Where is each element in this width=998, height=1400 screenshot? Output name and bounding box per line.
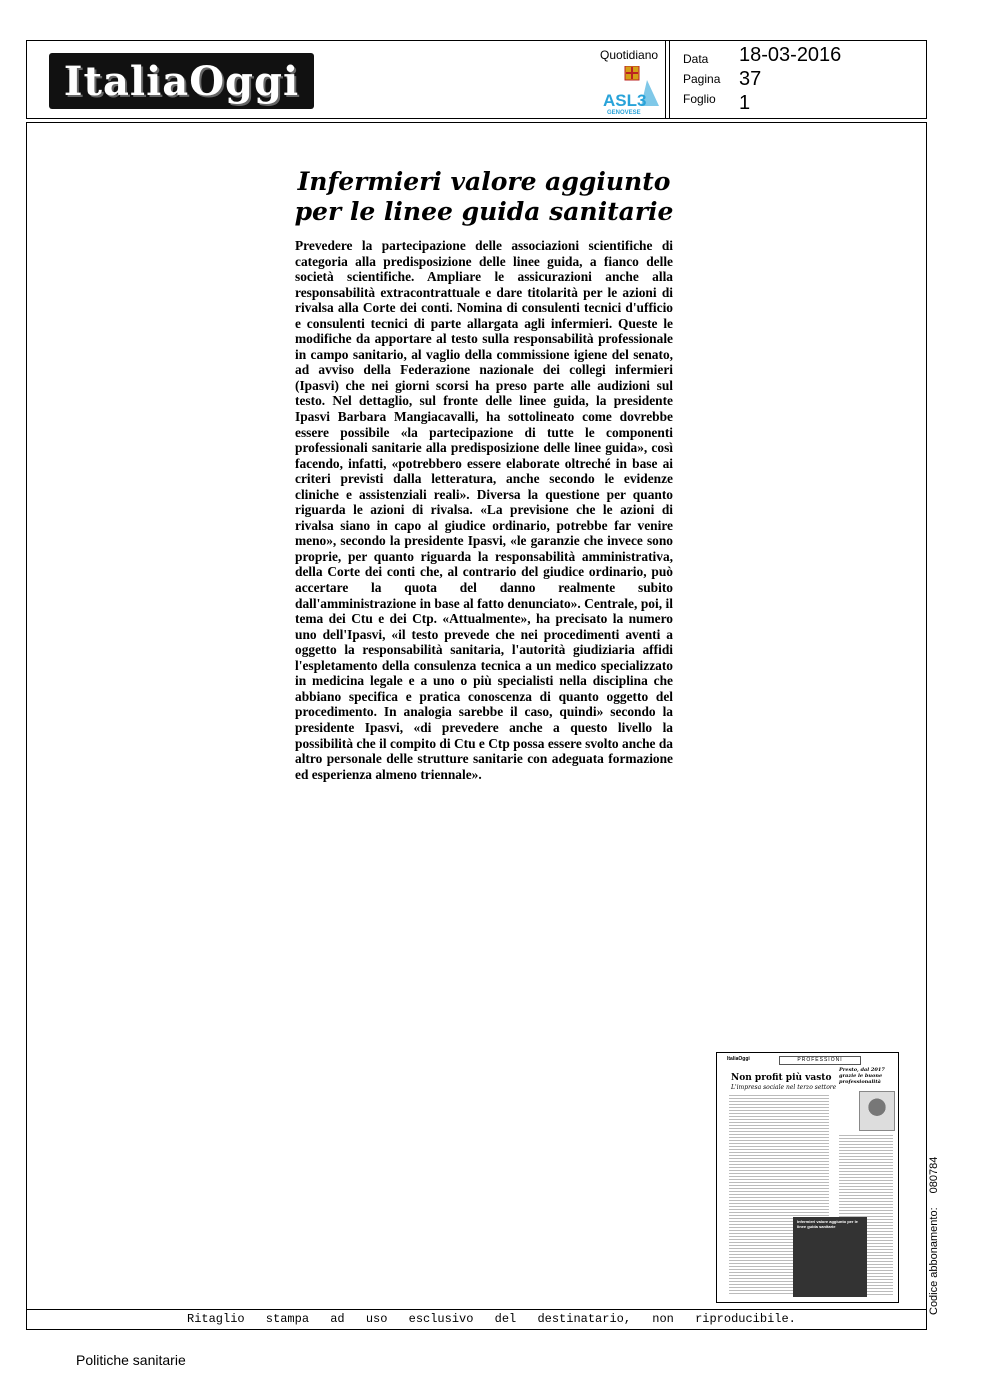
codice-label: Codice abbonamento: bbox=[928, 1207, 940, 1315]
thumbnail-photo bbox=[859, 1091, 895, 1131]
article-body: Prevedere la partecipazione delle associazioni scientifiche di categoria alla predisposizione delle linee guida, a fianco delle società scientifiche. Ampliare le assicurazioni anche alla responsabilità extracontrattuale e dare titolarità per le azioni di rivalsa alla Corte dei conti. Nomina di consulenti tecnici d'ufficio e consulenti tecnici di parte allargata agli infermieri. Queste le modifiche da apportare al testo sulla responsabilità professionale in campo sanitario, al vaglio della commissione igiene del senato, ad avviso della Federazione nazionale dei collegi infermieri (Ipasvi) che nei giorni scorsi ha preso parte alle audizioni sul testo. Nel dettaglio, sul fronte delle linee guida, la presidente Ipasvi Barbara Mangiacavalli, ha sottolineato come dovrebbe essere possibile «la partecipazione di tutte le componenti professionali sanitarie alla predisposizione delle linee guida», così facendo, infatti, «potrebbero essere elaborate oltreché in base ai criteri previsti dalla letteratura, anche secondo le evidenze cliniche e assistenziali reali». Diversa la questione per quanto riguarda le azioni di rivalsa. «La previsione che le azioni di rivalsa siano in capo al giudice ordinario, potrebbe far venire meno», secondo la presidente Ipasvi, «le garanzie che invece sono proprie, per quanto riguarda la responsabilità amministrativa, della Corte dei conti che, al contrario del giudice ordinario, può accertare la quota del danno realmente subito dall'amministrazione in base al fatto denunciato». Centrale, poi, il tema dei Ctu e dei Ctp. «Attualmente», ha precisato la numero uno dell'Ipasvi, «il testo prevede che nei procedimenti aventi a oggetto la responsabilità sanitaria, l'autorità giudiziaria affidi l'espletamento della consulenza tecnica a un medico specializzato in medicina legale e a uno o più specialisti nella disciplina che abbiano specifica e pratica conoscenza di quanto oggetto del procedimento. In analogia sarebbe il caso, quindi» secondo la presidente Ipasvi, «di prevedere anche a questo livello la possibilità che il compito di Ctu e Ctp possa essere svolto anche da altro personale delle strutture sanitarie con adeguata formazione ed esperienza almeno triennale». bbox=[295, 238, 673, 782]
footer-note: Ritaglio stampa ad uso esclusivo del destinatario, non riproducibile. bbox=[187, 1312, 796, 1326]
data-label: Data bbox=[683, 52, 709, 66]
footer-divider bbox=[27, 1309, 926, 1310]
codice-value: 080784 bbox=[928, 1156, 940, 1194]
article-title-line2: per le linee guida sanitarie bbox=[294, 197, 674, 226]
thumbnail-inset-title: Infermieri valore aggiunto per le linee guida sanitarie bbox=[797, 1219, 858, 1229]
thumbnail-logo: ItaliaOggi bbox=[727, 1056, 750, 1062]
asl-logo-icon bbox=[601, 66, 663, 116]
clipping-frame bbox=[26, 122, 927, 1330]
page-thumbnail bbox=[716, 1052, 899, 1303]
newspaper-logo bbox=[49, 53, 314, 109]
foglio-label: Foglio bbox=[683, 92, 716, 106]
pagina-value: 37 bbox=[739, 68, 762, 90]
article-title-line1: Infermieri valore aggiunto bbox=[297, 167, 671, 196]
asl-text: ASL3 bbox=[603, 91, 647, 110]
meta-values bbox=[739, 43, 841, 115]
quotidiano-label: Quotidiano bbox=[600, 48, 659, 62]
logo-text: ItaliaOggi bbox=[63, 57, 300, 105]
header-frame bbox=[26, 40, 927, 119]
thumbnail-subtitle: L'impresa sociale nel terzo settore bbox=[731, 1084, 837, 1091]
asl-subtext: GENOVESE bbox=[607, 110, 641, 116]
thumbnail-article-inset bbox=[793, 1217, 867, 1297]
codice-abbonamento bbox=[928, 1157, 940, 1315]
category-label: Politiche sanitarie bbox=[76, 1352, 186, 1368]
thumbnail-title: Non profit più vasto bbox=[731, 1073, 832, 1083]
foglio-value: 1 bbox=[739, 92, 751, 114]
data-value: 18-03-2016 bbox=[739, 44, 842, 66]
meta-labels bbox=[683, 49, 720, 109]
thumbnail-side-title: Presto, dal 2017 grazie le buone professionalità bbox=[839, 1067, 885, 1085]
header-divider bbox=[669, 41, 670, 118]
article-title bbox=[289, 167, 679, 227]
thumbnail-section: PROFESSIONI bbox=[779, 1056, 861, 1065]
pagina-label: Pagina bbox=[683, 72, 721, 86]
header-divider bbox=[665, 41, 666, 118]
